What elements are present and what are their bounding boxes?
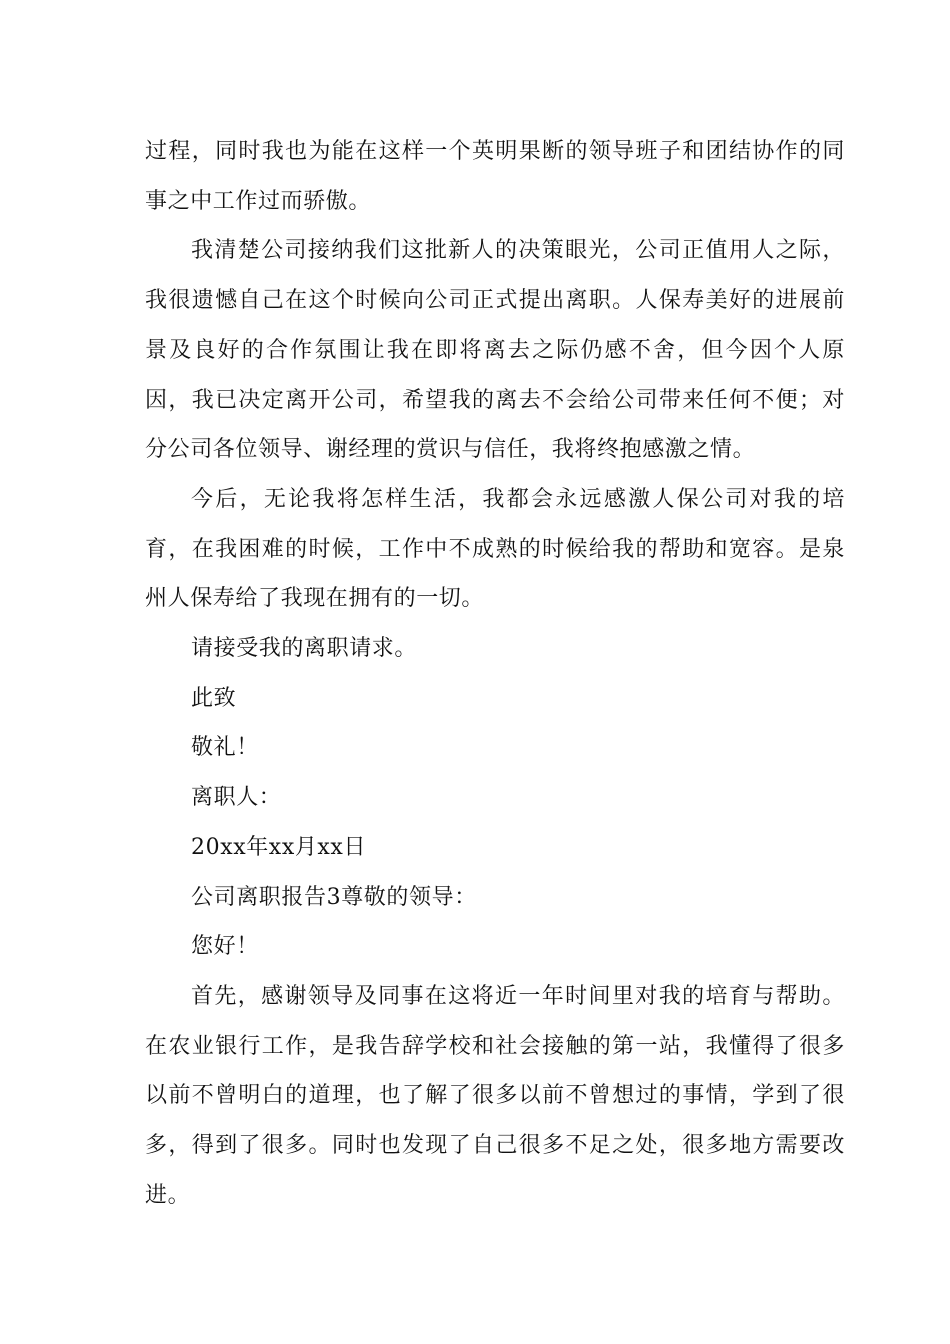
greeting: 您好！ <box>191 934 259 960</box>
next-letter-heading: 公司离职报告3尊敬的领导： <box>191 884 477 910</box>
paragraph-thanks: 首先，感谢领导及同事在这将近一年时间里对我的培育与帮助。在农业银行工作，是我告辞学校和社会接触的第一站，我懂得了很多以前不曾明白的道理，也了解了很多以前不曾想过的事情，学到了很多，得到了很多。同时也发现了自己很多不足之处，很多地方需要改进。 <box>145 983 845 1208</box>
paragraph-resignation-reason: 我清楚公司接纳我们这批新人的决策眼光，公司正值用人之际，我很遗憾自己在这个时候向公司正式提出离职。人保寿美好的进展前景及良好的合作氛围让我在即将离去之际仍感不舍，但今因个人原因，我已决定离开公司，希望我的离去不会给公司带来任何不便；对分公司各位领导、谢经理的赏识与信任，我将终抱感激之情。 <box>145 238 845 463</box>
document-body <box>145 127 845 1220</box>
paragraph-continuation: 过程，同时我也为能在这样一个英明果断的领导班子和团结协作的同事之中工作过而骄傲。 <box>145 139 845 214</box>
resignation-request: 请接受我的离职请求。 <box>191 636 418 662</box>
letter-date: 20xx年xx月xx日 <box>191 834 367 860</box>
paragraph-gratitude: 今后，无论我将怎样生活，我都会永远感激人保公司对我的培育，在我困难的时候，工作中不成熟的时候给我的帮助和宽容。是泉州人保寿给了我现在拥有的一切。 <box>145 486 845 612</box>
closing-regards: 敬礼！ <box>191 735 259 761</box>
closing-salutation: 此致 <box>191 685 237 711</box>
signer-label: 离职人： <box>191 785 282 811</box>
